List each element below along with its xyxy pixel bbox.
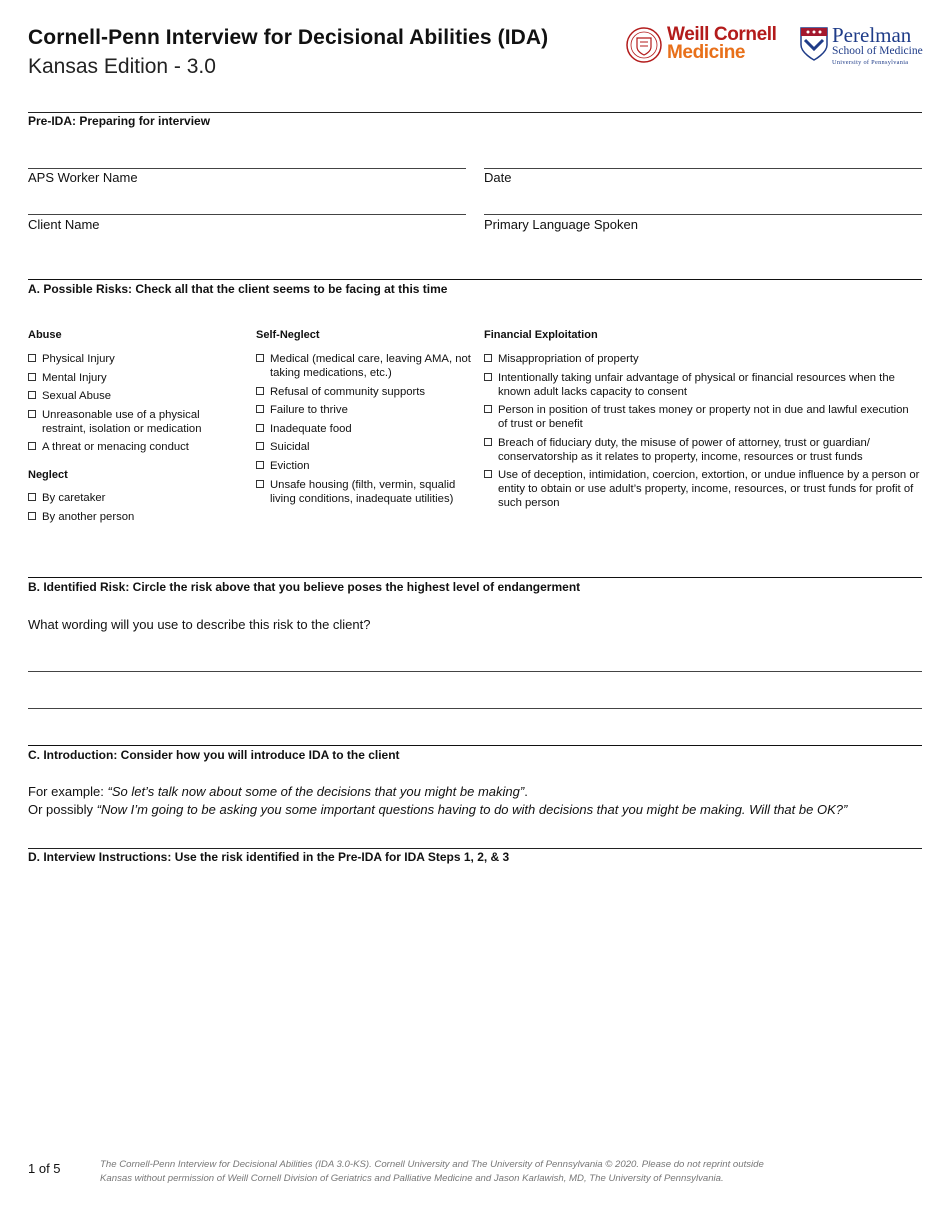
risk-item[interactable]: Physical Injury xyxy=(28,352,243,366)
checkbox[interactable] xyxy=(484,405,492,413)
risk-item[interactable]: Failure to thrive xyxy=(256,403,471,417)
answer-line-1[interactable] xyxy=(28,671,922,672)
checkbox[interactable] xyxy=(256,442,264,450)
perelman-logo-line1: Perelman xyxy=(832,23,912,47)
checkbox[interactable] xyxy=(484,438,492,446)
risk-item[interactable]: Unreasonable use of a physical restraint, isolation or medication xyxy=(28,408,243,436)
section-a-heading: A. Possible Risks: Check all that the client seems to be facing at this time xyxy=(28,282,448,296)
checkbox[interactable] xyxy=(28,391,36,399)
section-b-heading: B. Identified Risk: Circle the risk above that you believe poses the highest level of endangerment xyxy=(28,580,581,594)
risk-item[interactable]: Suicidal xyxy=(256,440,471,454)
weill-cornell-logo-line2: Medicine xyxy=(667,42,746,63)
risk-item[interactable]: Mental Injury xyxy=(28,371,243,385)
risk-item[interactable]: Misappropriation of property xyxy=(484,352,920,366)
penn-shield-icon xyxy=(800,27,828,61)
primary-language-label: Primary Language Spoken xyxy=(484,217,638,232)
perelman-logo-line3: University of Pennsylvania xyxy=(832,59,909,66)
checkbox[interactable] xyxy=(256,480,264,488)
client-name-label: Client Name xyxy=(28,217,100,232)
divider xyxy=(28,577,922,578)
intro-example-2: Or possibly “Now I’m going to be asking you some important questions having to do with decisions that you might be making. Will that be OK?” xyxy=(28,802,848,817)
risk-item[interactable]: By caretaker xyxy=(28,491,243,505)
risk-item[interactable]: Use of deception, intimidation, coercion, extortion, or undue influence by a person or entity to obtain or use adult’s property, income, resources, or trust funds for profit of such person xyxy=(484,468,920,510)
checkbox[interactable] xyxy=(28,493,36,501)
perelman-logo xyxy=(832,25,923,67)
section-d-heading: D. Interview Instructions: Use the risk identified in the Pre-IDA for IDA Steps 1, 2, & 3 xyxy=(28,850,510,864)
aps-worker-name-line[interactable] xyxy=(28,168,466,169)
risk-wording-question: What wording will you use to describe this risk to the client? xyxy=(28,617,371,632)
checkbox[interactable] xyxy=(256,405,264,413)
copyright-line-2: Kansas without permission of Weill Cornell Division of Geriatrics and Palliative Medicine and Jason Karlawish, MD, The University of Pennsylvania. xyxy=(100,1173,724,1184)
weill-cornell-logo-line1: Weill Cornell xyxy=(667,24,777,45)
checkbox[interactable] xyxy=(484,354,492,362)
financial-exploitation-heading: Financial Exploitation xyxy=(484,329,598,341)
page-number: 1 of 5 xyxy=(28,1161,61,1176)
risk-item[interactable]: Unsafe housing (filth, vermin, squalid living conditions, inadequate utilities) xyxy=(256,478,471,506)
answer-line-2[interactable] xyxy=(28,708,922,709)
risk-item[interactable]: Sexual Abuse xyxy=(28,389,243,403)
perelman-logo-line2: School of Medicine xyxy=(832,45,923,57)
date-label: Date xyxy=(484,170,512,185)
risk-item[interactable]: Refusal of community supports xyxy=(256,385,471,399)
checkbox[interactable] xyxy=(256,387,264,395)
divider xyxy=(28,279,922,280)
neglect-list xyxy=(28,491,243,528)
checkbox[interactable] xyxy=(256,461,264,469)
risk-item[interactable]: Person in position of trust takes money or property not in due and lawful execution of trust or benefit xyxy=(484,403,920,431)
risk-item[interactable]: Eviction xyxy=(256,459,471,473)
intro-example-1: For example: “So let’s talk now about some of the decisions that you might be making”. xyxy=(28,784,528,799)
risk-item[interactable]: By another person xyxy=(28,510,243,524)
document-title: Cornell-Penn Interview for Decisional Abilities (IDA) xyxy=(28,26,549,49)
date-line[interactable] xyxy=(484,168,922,169)
copyright-note xyxy=(100,1158,840,1186)
abuse-list xyxy=(28,352,243,459)
aps-worker-name-label: APS Worker Name xyxy=(28,170,138,185)
checkbox[interactable] xyxy=(28,354,36,362)
checkbox[interactable] xyxy=(256,424,264,432)
weill-cornell-logo xyxy=(667,26,777,62)
checkbox[interactable] xyxy=(28,410,36,418)
checkbox[interactable] xyxy=(28,512,36,520)
checkbox[interactable] xyxy=(484,373,492,381)
checkbox[interactable] xyxy=(256,354,264,362)
risk-item[interactable]: A threat or menacing conduct xyxy=(28,440,243,454)
checkbox[interactable] xyxy=(484,470,492,478)
risk-item[interactable]: Intentionally taking unfair advantage of physical or financial resources when the known adult lacks capacity to consent xyxy=(484,371,920,399)
abuse-heading: Abuse xyxy=(28,329,62,341)
primary-language-line[interactable] xyxy=(484,214,922,215)
risk-item[interactable]: Inadequate food xyxy=(256,422,471,436)
divider xyxy=(28,848,922,849)
financial-exploitation-list xyxy=(484,352,920,515)
divider xyxy=(28,112,922,113)
checkbox[interactable] xyxy=(28,373,36,381)
risk-item[interactable]: Medical (medical care, leaving AMA, not taking medications, etc.) xyxy=(256,352,471,380)
neglect-heading: Neglect xyxy=(28,469,68,481)
weill-cornell-seal-icon xyxy=(626,27,662,63)
self-neglect-list xyxy=(256,352,471,510)
client-name-line[interactable] xyxy=(28,214,466,215)
section-c-heading: C. Introduction: Consider how you will introduce IDA to the client xyxy=(28,748,400,762)
document-edition: Kansas Edition - 3.0 xyxy=(28,55,216,78)
checkbox[interactable] xyxy=(28,442,36,450)
divider xyxy=(28,745,922,746)
copyright-line-1: The Cornell-Penn Interview for Decisional Abilities (IDA 3.0-KS). Cornell University and The University of Pennsylvania © 2020. Please do not reprint outside xyxy=(100,1159,764,1170)
risk-item[interactable]: Breach of fiduciary duty, the misuse of power of attorney, trust or guardian/ conservatorship as it relates to property, income, resources or trust funds xyxy=(484,436,920,464)
self-neglect-heading: Self-Neglect xyxy=(256,329,320,341)
pre-ida-heading: Pre-IDA: Preparing for interview xyxy=(28,114,211,128)
